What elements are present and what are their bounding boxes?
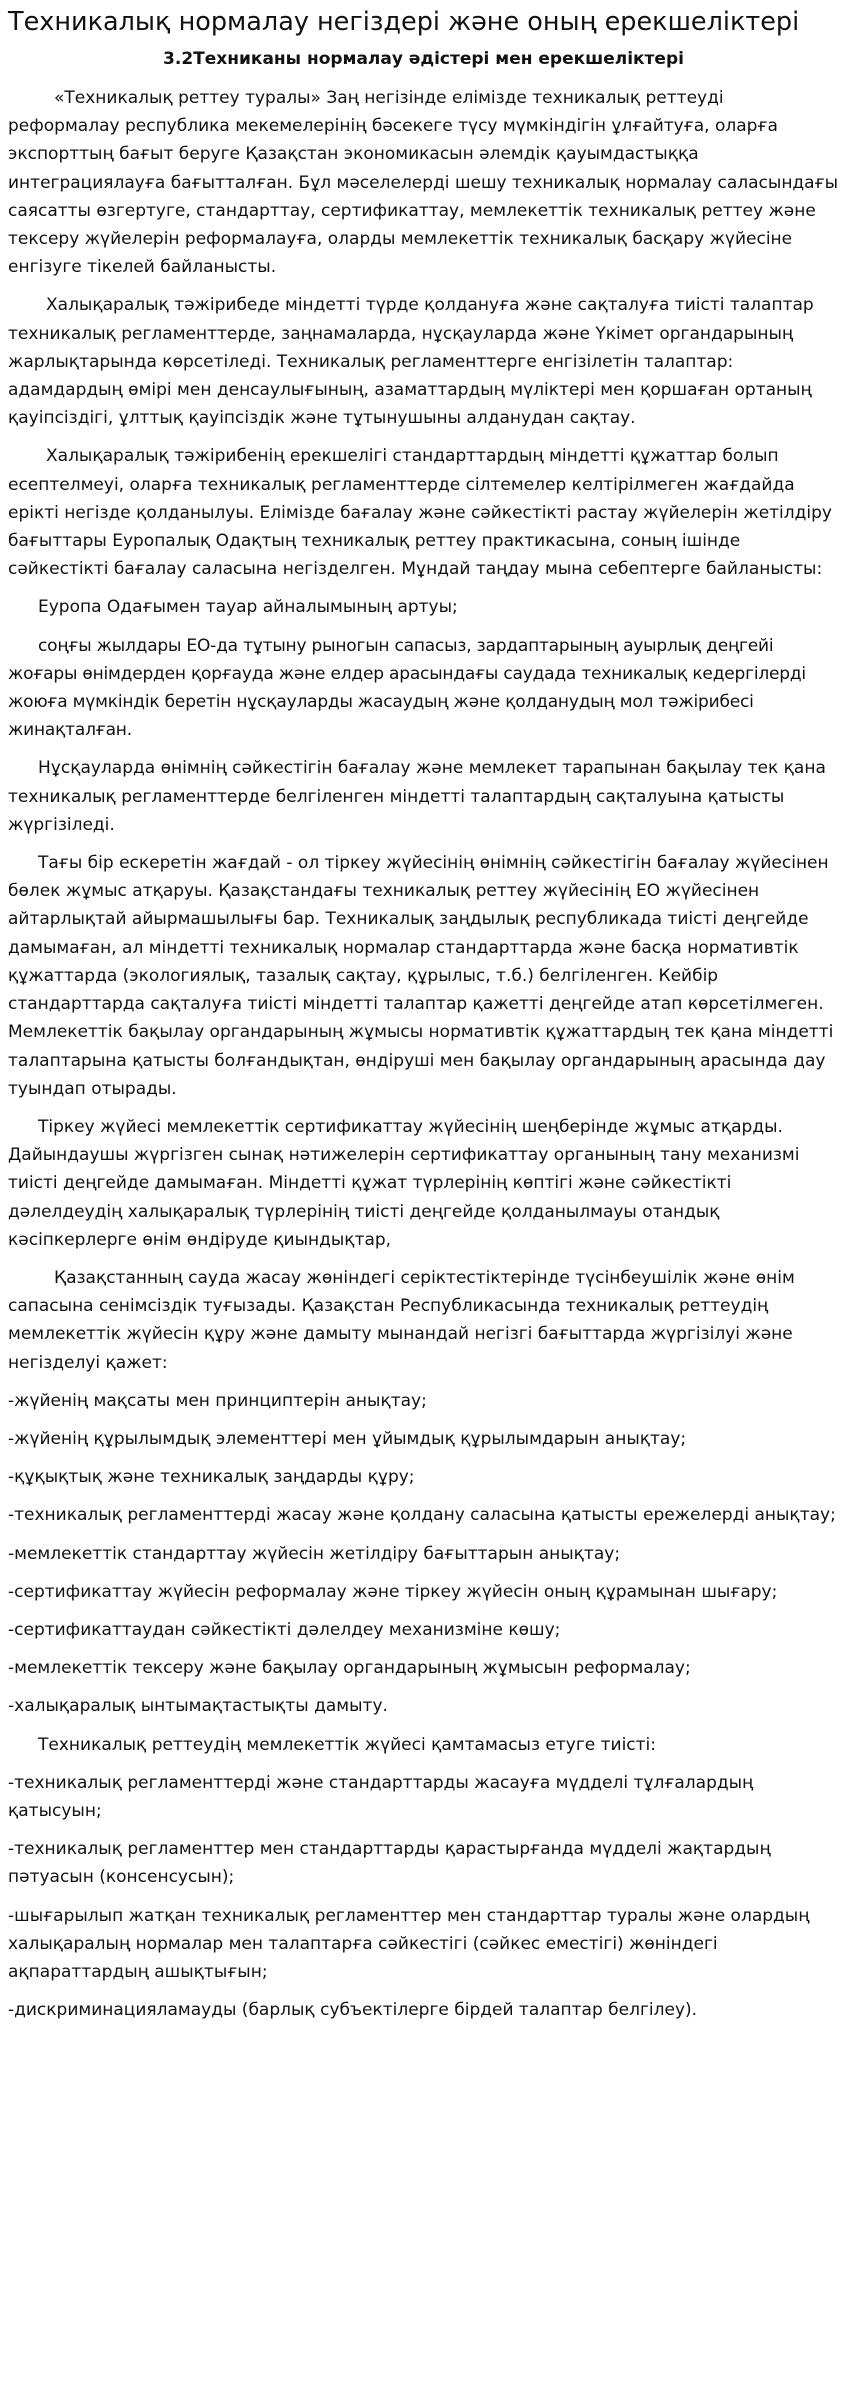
paragraph-law-reform: «Техникалық реттеу туралы» Заң негізінде елімізде техникалық реттеуді реформалау республика мекемелерінің бәсекеге түсу мүмкіндігін ұлғайтуға, оларға экспорттың бағыт беруге Қазақстан экономикасын әлемдік қауымдастыққа интеграциялауға бағытталған. Бұл мәселелерді шешу техникалық нормалау саласындағы саясатты өзгертуге, стандарттау, сертификаттау, мемлекеттік техникалық реттеу және тексеру жүйелерін реформалауға, оларды мемлекеттік техникалық басқару жүйесіне енгізуге тікелей байланысты. xyxy=(8,88,839,278)
section-heading: 3.2Техниканы нормалау әдістері мен ерекшеліктері xyxy=(163,49,684,69)
list-item-conformity: -сертификаттаудан сәйкестікті дәлелдеу механизміне көшу; xyxy=(8,1619,561,1640)
paragraph-eu-experience: соңғы жылдары ЕО-да тұтыну рыногын сапасыз, зардаптарының ауырлық деңгейі жоғары өнімдерден қорғауда және елдер арасындағы саудада техникалық кедергілерді жоюға мүмкіндік беретін нұсқауларды жасаудың және қолданудың мол тәжірибесі жинақталған. xyxy=(8,635,806,741)
list-item-participation: -техникалық регламенттерді және стандарттарды жасауға мүдделі тұлғалардың қатысуын; xyxy=(8,1772,754,1821)
paragraph-international-practice: Халықаралық тәжірибеде міндетті түрде қолдануға және сақталуға тиісті талаптар техникалық регламенттерде, заңнамаларда, нұсқауларда және Үкімет органдарының жарлықтарында көрсетіледі. Техникалық регламенттерге енгізілетін талаптар: адамдардың өмірі мен денсаулығының, азаматтардың мүліктері мен қоршаған ортаның қауіпсіздігі, ұлттық қауіпсіздік және тұтынушыны алданудан сақтау. xyxy=(8,295,814,429)
paragraph-eu-trade: Еуропа Одағымен тауар айналымының артуы; xyxy=(38,597,458,618)
paragraph-system-must-ensure: Техникалық реттеудің мемлекеттік жүйесі қамтамасыз етуге тиісті: xyxy=(38,1734,656,1755)
paragraph-standards-feature: Халықаралық тәжірибенің ерекшелігі стандарттардың міндетті құжаттар болып есептелмеуі, оларға техникалық регламенттерде сілтемелер келтірілмеген жағдайда ерікті негізде қолданылуы. Елімізде бағалау және сәйкестікті растау жүйелерін жетілдіру бағыттары Еуропалық Одақтың техникалық реттеу практикасына, соның ішінде сәйкестікті бағалау саласына негізделген. Мұндай таңдау мына себептерге байланысты: xyxy=(8,446,832,580)
paragraph-kazakhstan-trade: Қазақстанның сауда жасау жөніндегі серіктестіктерінде түсінбеушілік және өнім сапасына сенімсіздік туғызады. Қазақстан Республикасында техникалық реттеудің мемлекеттік жүйесін құру және дамыту мынандай негізгі бағыттарда жүргізілуі және негізделуі қажет: xyxy=(8,1267,795,1373)
list-item-regulations: -техникалық регламенттерді жасау және қолдану саласына қатысты ережелерді анықтау; xyxy=(8,1505,836,1526)
paragraph-registration-system: Тағы бір ескеретін жағдай - ол тіркеу жүйесінің өнімнің сәйкестігін бағалау жүйесінен бөлек жұмыс атқаруы. Қазақстандағы техникалық реттеу жүйесінің ЕО жүйесінен айтарлықтай айырмашылығы бар. Техникалық заңдылық республикада тиісті деңгейде дамымаған, ал міндетті техникалық нормалар стандарттарда және басқа нормативтік құжаттарда (экологиялық, тазалық сақтау, құрылыс, т.б.) белгіленген. Кейбір стандарттарда сақталуға тиісті міндетті талаптар қажетті деңгейде атап көрсетілмеген. Мемлекеттік бақылау органдарының жұмысы нормативтік құжаттардың тек қана міндетті талаптарына қатысты болғандықтан, өндіруші мен бақылау органдарының арасында дау туындап отырады. xyxy=(8,853,834,1099)
list-item-structure: -жүйенің құрылымдық элементтері мен ұйымдық құрылымдарын анықтау; xyxy=(8,1428,687,1449)
list-item-transparency: -шығарылып жатқан техникалық регламенттер мен стандарттар туралы және олардың халықаралың нормалар мен талаптарға сәйкестігі (сәйкес еместігі) жөніндегі ақпараттардың ашықтығын; xyxy=(8,1905,810,1982)
list-item-cooperation: -халықаралық ынтымақтастықты дамыту. xyxy=(8,1696,388,1717)
list-item-consensus: -техникалық регламенттер мен стандарттарды қарастырғанда мүдделі жақтардың пәтуасын (консенсусын); xyxy=(8,1839,771,1888)
document-title: Техникалық нормалау негіздері және оның ерекшеліктері xyxy=(8,7,800,37)
list-item-certification-reform: -сертификаттау жүйесін реформалау және тіркеу жүйесін оның құрамынан шығару; xyxy=(8,1581,778,1602)
list-item-laws: -құқықтық және техникалық заңдарды құру; xyxy=(8,1467,415,1488)
list-item-inspection: -мемлекеттік тексеру және бақылау органдарының жұмысын реформалау; xyxy=(8,1658,691,1679)
list-item-non-discrimination: -дискриминацияламауды (барлық субъектілерге бірдей талаптар белгілеу). xyxy=(8,2000,698,2021)
list-item-standardization: -мемлекеттік стандарттау жүйесін жетілдіру бағыттарын анықтау; xyxy=(8,1543,621,1564)
paragraph-instructions: Нұсқауларда өнімнің сәйкестігін бағалау және мемлекет тарапынан бақылау тек қана техникалық регламенттерде белгіленген міндетті талаптардың сақталуына қатысты жүргізіледі. xyxy=(8,758,826,835)
paragraph-certification: Тіркеу жүйесі мемлекеттік сертификаттау жүйесінің шеңберінде жұмыс атқарды. Дайындаушы жүргізген сынақ нәтижелерін сертификаттау органының тану механизмі тиісті деңгейде дамымаған. Міндетті құжат түрлерінің көптігі және сәйкестікті дәлелдеудің халықаралық түрлерінің тиісті деңгейде қолданылмауы отандық кәсіпкерлерге өнім өндіруде қиындықтар, xyxy=(8,1116,800,1250)
list-item-goals: -жүйенің мақсаты мен принциптерін анықтау; xyxy=(8,1390,427,1411)
